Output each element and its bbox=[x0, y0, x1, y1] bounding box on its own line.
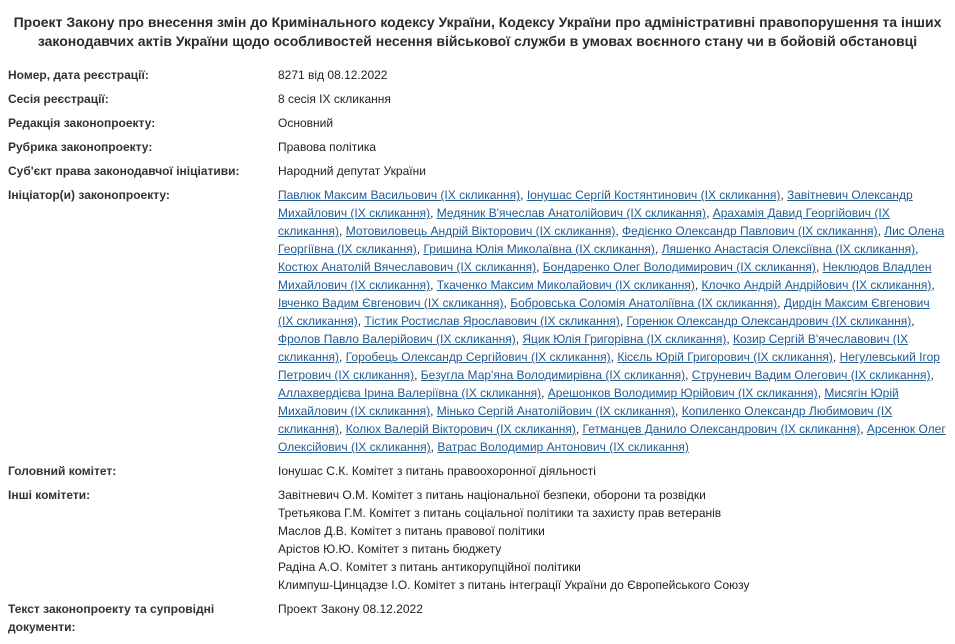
initiator-separator: , bbox=[817, 386, 825, 400]
initiator-link[interactable]: Аллахвердієва Ірина Валеріївна (IX скликання) bbox=[278, 386, 542, 400]
initiator-link[interactable]: Арсенюк Олег Олексійович (IX скликання) bbox=[278, 422, 946, 454]
initiator-separator: , bbox=[860, 422, 867, 436]
initiator-link[interactable]: Бондаренко Олег Володимирович (IX скликання) bbox=[542, 260, 816, 274]
initiator-link[interactable]: Копиленко Олександр Любимович (IX скликання) bbox=[278, 404, 893, 436]
initiator-separator: , bbox=[780, 188, 787, 202]
initiator-link[interactable]: Івченко Вадим Євгенович (IX скликання) bbox=[278, 296, 504, 310]
initiator-link[interactable]: Козир Сергій В'ячеславович (IX скликання) bbox=[278, 332, 909, 364]
initiator-separator: , bbox=[877, 224, 885, 238]
initiator-separator: , bbox=[685, 368, 692, 382]
initiators-list bbox=[278, 186, 948, 456]
initiator-separator: , bbox=[430, 278, 437, 292]
edition-value: Основний bbox=[278, 116, 334, 130]
initiator-separator: , bbox=[815, 260, 823, 274]
initiator-separator: , bbox=[430, 404, 437, 418]
initiator-separator: , bbox=[339, 422, 346, 436]
initiator-separator: , bbox=[615, 224, 623, 238]
initiator-link[interactable]: Негулевський Ігор Петрович (IX скликання) bbox=[278, 350, 940, 382]
initiator-separator: , bbox=[726, 332, 733, 346]
initiator-link[interactable]: Дирдін Максим Євгенович (IX скликання) bbox=[278, 296, 930, 328]
initiator-link[interactable]: Фролов Павло Валерійович (IX скликання) bbox=[278, 332, 516, 346]
initiator-link[interactable]: Павлюк Максим Васильович (IX скликання) bbox=[278, 188, 521, 202]
initiator-separator: , bbox=[503, 296, 511, 310]
initiator-link[interactable]: Неклюдов Владлен Михайлович (IX скликання) bbox=[278, 260, 932, 292]
subject-label: Суб'єкт права законодавчої ініціативи: bbox=[8, 164, 240, 178]
initiator-separator: , bbox=[414, 368, 421, 382]
initiator-separator: , bbox=[832, 350, 840, 364]
initiator-separator: , bbox=[536, 260, 543, 274]
main-committee-label: Головний комітет: bbox=[8, 464, 117, 478]
reg-number-label: Номер, дата реєстрації: bbox=[8, 68, 149, 82]
initiator-link[interactable]: Ляшенко Анастасія Олексіївна (IX скликання) bbox=[661, 242, 916, 256]
committee-item: Третьякова Г.М. Комітет з питань соціальної політики та захисту прав ветеранів bbox=[278, 506, 722, 520]
initiator-link[interactable]: Яцик Юлія Григорівна (IX скликання) bbox=[522, 332, 727, 346]
initiator-separator: , bbox=[339, 350, 346, 364]
initiator-link[interactable]: Гришина Юлія Миколаївна (IX скликання) bbox=[423, 242, 655, 256]
initiator-link[interactable]: Струневич Вадим Олегович (IX скликання) bbox=[691, 368, 931, 382]
reg-number-value: 8271 від 08.12.2022 bbox=[278, 68, 388, 82]
initiator-separator: , bbox=[610, 350, 618, 364]
initiator-link[interactable]: Арешонков Володимир Юрійович (IX скликання) bbox=[547, 386, 818, 400]
committee-item: Арістов Ю.Ю. Комітет з питань бюджету bbox=[278, 542, 502, 556]
initiator-separator: , bbox=[654, 242, 662, 256]
initiator-link[interactable]: Федієнко Олександр Павлович (IX скликання) bbox=[622, 224, 878, 238]
session-label: Сесія реєстрації: bbox=[8, 92, 109, 106]
initiator-separator: , bbox=[430, 206, 437, 220]
initiator-link[interactable]: Медяник В'ячеслав Анатолійович (IX скликання) bbox=[436, 206, 707, 220]
other-committees-list bbox=[278, 486, 948, 594]
initiators-label: Ініціатор(и) законопроекту: bbox=[8, 188, 170, 202]
initiator-link[interactable]: Бобровська Соломія Анатоліївна (IX скликання) bbox=[510, 296, 778, 310]
initiator-link[interactable]: Горенюк Олександр Олександрович (IX скликання) bbox=[626, 314, 912, 328]
initiator-separator: , bbox=[675, 404, 682, 418]
initiator-link[interactable]: Арахамія Давид Георгійович (IX скликання) bbox=[278, 206, 890, 238]
initiator-link[interactable]: Лис Олена Георгіївна (IX скликання) bbox=[278, 224, 945, 256]
initiator-link[interactable]: Колюх Валерій Вікторович (IX скликання) bbox=[345, 422, 576, 436]
initiator-separator: , bbox=[430, 440, 438, 454]
text-docs-value: Проект Закону 08.12.2022 bbox=[278, 602, 423, 616]
initiator-link[interactable]: Гетманцев Данило Олександрович (IX скликання) bbox=[582, 422, 861, 436]
initiator-link[interactable]: Ватрас Володимир Антонович (IX скликання) bbox=[437, 440, 689, 454]
initiator-link[interactable]: Мінько Сергій Анатолійович (IX скликання) bbox=[436, 404, 676, 418]
initiator-link[interactable]: Клочко Андрій Андрійович (IX скликання) bbox=[701, 278, 932, 292]
initiator-link[interactable]: Тістик Ростислав Ярославович (IX скликання) bbox=[364, 314, 620, 328]
session-value: 8 сесія IX скликання bbox=[278, 92, 391, 106]
initiator-separator: , bbox=[541, 386, 548, 400]
committee-item: Радіна А.О. Комітет з питань антикорупційної політики bbox=[278, 560, 581, 574]
initiator-link[interactable]: Мотовиловець Андрій Вікторович (IX скликання) bbox=[345, 224, 616, 238]
initiator-separator: , bbox=[911, 314, 915, 328]
committee-item: Завітневич О.М. Комітет з питань національної безпеки, оборони та розвідки bbox=[278, 488, 706, 502]
other-committees-label: Інші комітети: bbox=[8, 488, 91, 502]
category-label: Рубрика законопроекту: bbox=[8, 140, 153, 154]
initiator-separator: , bbox=[339, 224, 346, 238]
initiator-separator: , bbox=[619, 314, 627, 328]
initiator-link[interactable]: Мисягін Юрій Михайлович (IX скликання) bbox=[278, 386, 899, 418]
page-title: Проект Закону про внесення змін до Кримінального кодексу України, Кодексу України про адміністративні правопорушення та інших законодавчих актів України щодо особливостей несення військової служби в умовах воєнного стану чи в бойовій обстановці bbox=[13, 14, 942, 49]
main-committee-value: Іонушас С.К. Комітет з питань правоохоронної діяльності bbox=[278, 464, 596, 478]
initiator-separator: , bbox=[930, 368, 934, 382]
initiator-link[interactable]: Ткаченко Максим Миколайович (IX скликання) bbox=[436, 278, 695, 292]
initiator-link[interactable]: Горобець Олександр Сергійович (IX скликання) bbox=[345, 350, 611, 364]
initiator-link[interactable]: Кісєль Юрій Григорович (IX скликання) bbox=[617, 350, 833, 364]
committee-item: Климпуш-Цинцадзе І.О. Комітет з питань інтеграції України до Європейського Союзу bbox=[278, 578, 750, 592]
initiator-separator: , bbox=[520, 188, 527, 202]
initiator-separator: , bbox=[694, 278, 702, 292]
initiator-separator: , bbox=[357, 314, 365, 328]
subject-value: Народний депутат України bbox=[278, 164, 426, 178]
category-value: Правова політика bbox=[278, 140, 377, 154]
initiator-separator: , bbox=[915, 242, 919, 256]
initiator-separator: , bbox=[515, 332, 523, 346]
initiator-link[interactable]: Безугла Мар'яна Володимирівна (IX скликання) bbox=[420, 368, 686, 382]
initiator-separator: , bbox=[575, 422, 583, 436]
initiator-separator: , bbox=[706, 206, 713, 220]
initiator-separator: , bbox=[777, 296, 784, 310]
initiator-separator: , bbox=[416, 242, 424, 256]
initiator-separator: , bbox=[931, 278, 935, 292]
edition-label: Редакція законопроекту: bbox=[8, 116, 156, 130]
committee-item: Маслов Д.В. Комітет з питань правової політики bbox=[278, 524, 545, 538]
text-docs-label: Текст законопроекту та супровідні документи: bbox=[8, 602, 215, 634]
initiator-link[interactable]: Іонушас Сергій Костянтинович (IX скликання) bbox=[526, 188, 781, 202]
initiator-link[interactable]: Костюх Анатолій Вячеславович (IX скликання) bbox=[278, 260, 537, 274]
initiator-link[interactable]: Завітневич Олександр Михайлович (IX скликання) bbox=[278, 188, 913, 220]
